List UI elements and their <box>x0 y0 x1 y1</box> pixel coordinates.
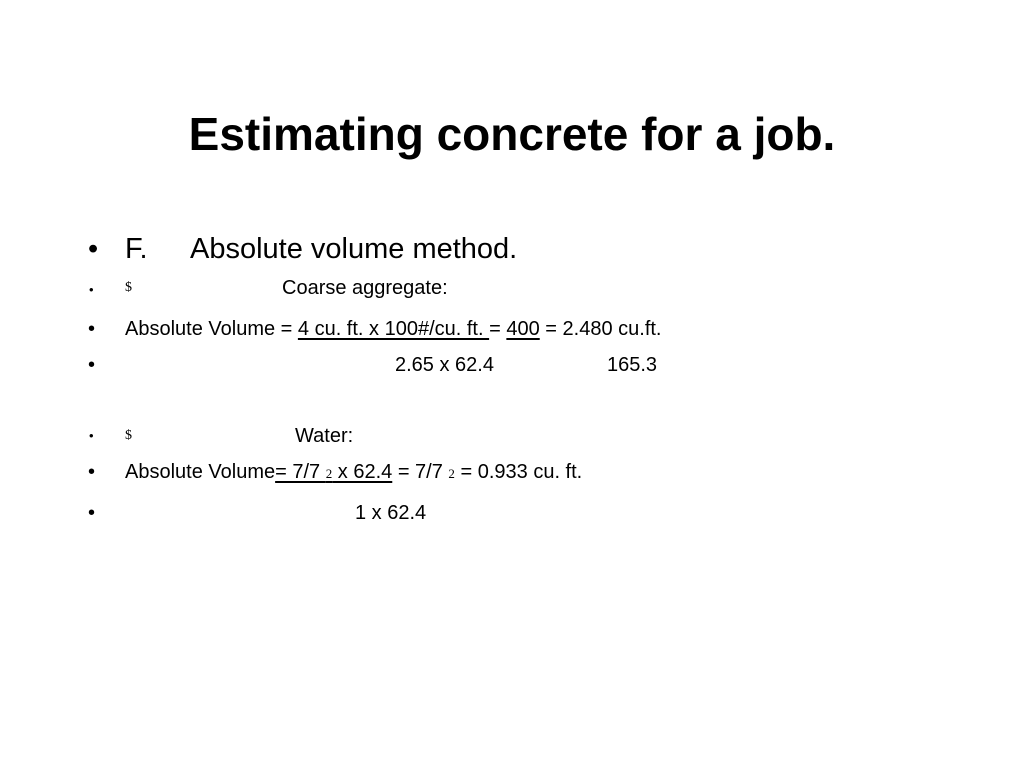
section-heading: Absolute volume method. <box>190 233 518 265</box>
section-label: F. <box>125 233 148 265</box>
bullet-marker: • <box>88 461 96 483</box>
dollar-symbol: $ <box>125 428 132 443</box>
formula-middle: = 7/7 <box>392 461 449 483</box>
formula-sub: 2 <box>448 466 455 481</box>
aggregate-volume-formula <box>125 317 661 341</box>
dollar-symbol: $ <box>125 280 132 295</box>
bullet-marker: • <box>89 282 94 297</box>
slide-title: Estimating concrete for a job. <box>188 108 836 160</box>
formula-numerator: 4 cu. ft. x 100#/cu. ft. <box>297 318 490 340</box>
water-heading: Water: <box>295 425 354 447</box>
bullet-marker: • <box>88 354 96 376</box>
formula-numerator-2: 400 <box>506 318 540 340</box>
bullet-marker: • <box>88 233 99 265</box>
water-volume-formula <box>125 460 582 486</box>
formula-result: = 2.480 cu.ft. <box>539 318 662 340</box>
formula-denominator: 2.65 x 62.4 <box>395 354 494 376</box>
formula-prefix: Absolute Volume = <box>125 318 298 340</box>
formula-prefix: Absolute Volume <box>125 461 276 483</box>
bullet-marker: • <box>88 318 96 340</box>
formula-denominator-2: 165.3 <box>607 354 658 376</box>
formula-denominator: 1 x 62.4 <box>355 502 427 524</box>
bullet-marker: • <box>89 428 94 443</box>
formula-numerator: = 7/7 2 x 62.4 <box>275 461 393 483</box>
formula-equals: = <box>489 318 507 340</box>
bullet-marker: • <box>88 502 96 524</box>
coarse-aggregate-heading: Coarse aggregate: <box>282 277 448 299</box>
formula-result: = 0.933 cu. ft. <box>454 461 583 483</box>
